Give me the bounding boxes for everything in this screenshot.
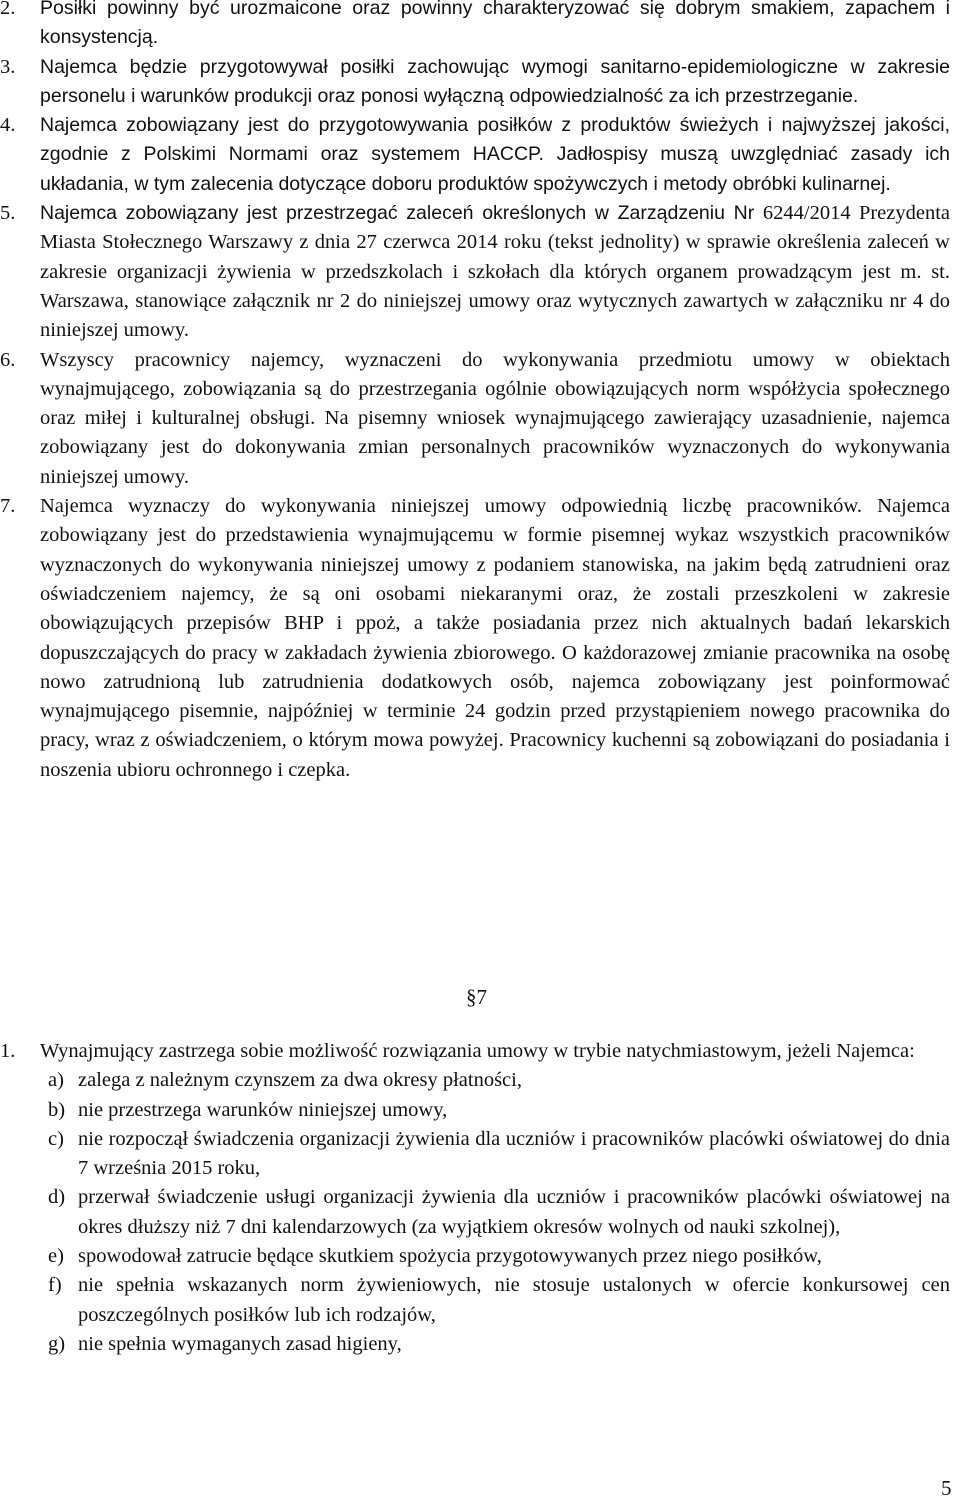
list-item <box>0 1037 954 1066</box>
item-text: Najemca zobowiązany jest do przygotowywania posiłków z produktów świeżych i najwyższej jakości, zgodnie z Polskimi Normami oraz systemem HACCP. Jadłospisy muszą uwzględniać zasady ich układania, w tym zalecenia dotyczące doboru produktów spożywczych i metody obróbki kulinarnej. <box>40 114 950 195</box>
sub-item-letter: c) <box>48 1127 64 1150</box>
sub-list <box>0 1066 954 1359</box>
sub-item-text: spowodował zatrucie będące skutkiem spożycia przygotowywanych przez niego posiłków, <box>78 1245 822 1268</box>
list-item <box>0 492 954 785</box>
sub-list-item <box>0 1242 954 1271</box>
sub-item-letter: g) <box>48 1332 66 1355</box>
item-text: Najemca zobowiązany jest przestrzegać zaleceń określonych w Zarządzeniu Nr <box>40 202 763 225</box>
sub-item-text: nie rozpoczął świadczenia organizacji żywienia dla uczniów i pracowników placówki oświatowej do dnia 7 września 2015 roku, <box>78 1127 950 1180</box>
sub-item-text: zalega z należnym czynszem za dwa okresy płatności, <box>78 1069 522 1092</box>
item-number: 4. <box>0 114 16 137</box>
sub-item-letter: e) <box>48 1245 64 1268</box>
item-text: Wynajmujący zastrzega sobie możliwość rozwiązania umowy w trybie natychmiastowym, jeżeli Najemca: <box>40 1040 915 1062</box>
list-item <box>0 346 954 492</box>
sub-item-letter: d) <box>48 1186 66 1209</box>
sub-list-item <box>0 1271 954 1330</box>
item-number: 7. <box>0 495 16 518</box>
sub-list-item <box>0 1183 954 1242</box>
list-item <box>0 53 954 112</box>
item-text: Wszyscy pracownicy najemcy, wyznaczeni do wykonywania przedmiotu umowy w obiektach wynajmującego, zobowiązania są do przestrzegania ogólnie obowiązujących norm współżycia społecznego oraz miłej i kulturalnej obsługi. Na pisemny wniosek wynajmującego zawierający uzasadnienie, najemca zobowiązany jest do dokonywania zmian personalnych pracowników wyznaczonych do wykonywania niniejszej umowy. <box>40 348 950 488</box>
page-number: 5 <box>941 1476 952 1500</box>
sub-item-letter: b) <box>48 1098 66 1121</box>
numbered-list <box>0 1037 954 1359</box>
sub-item-letter: a) <box>48 1069 64 1092</box>
sub-list-item <box>0 1125 954 1184</box>
item-number: 5. <box>0 202 16 225</box>
sub-item-text: nie spełnia wskazanych norm żywieniowych, nie stosuje ustalonych w ofercie konkursowej cen poszczególnych posiłków lub ich rodzajów, <box>78 1274 950 1326</box>
sub-item-letter: f) <box>48 1274 62 1297</box>
item-number: 2. <box>0 0 16 19</box>
item-number: 6. <box>0 348 16 371</box>
sub-item-text: przerwał świadczenie usługi organizacji żywienia dla uczniów i pracowników placówki oświatowej na okres dłuższy niż 7 dni kalendarzowych (za wyjątkiem okresów wolnych od nauki szkolnej), <box>78 1186 950 1238</box>
item-text: Najemca wyznaczy do wykonywania niniejszej umowy odpowiednią liczbę pracowników. Najemca zobowiązany jest do przedstawienia wynajmującemu w formie pisemnej wykaz wszystkich pracowników wyznaczonych do wykonywania niniejszej umowy z podaniem stanowiska, na jakim będą zatrudnieni oraz oświadczeniem najemcy, że są oni osobami niekaranymi oraz, że zostali przeszkoleni w zakresie obowiązujących przepisów BHP i ppoż, a także posiadania przez nich aktualnych badań lekarskich dopuszczających do pracy w zakładach żywienia zbiorowego. O każdorazowej zmianie pracownika na osobę nowo zatrudnioną lub zatrudnienia dodatkowych osób, najemca zobowiązany jest poinformować wynajmującego pisemnie, najpóźniej w terminie 24 godzin przed przystąpieniem nowego pracownika do pracy, wraz z oświadczeniem, o którym mowa powyżej. Pracownicy kuchenni są zobowiązani do posiadania i noszenia ubioru ochronnego i czepka. <box>40 495 950 781</box>
sub-item-text: nie spełnia wymaganych zasad higieny, <box>78 1332 402 1355</box>
sub-list-item <box>0 1330 954 1359</box>
list-item <box>0 0 954 53</box>
sub-item-text: nie przestrzega warunków niniejszej umowy, <box>78 1098 448 1121</box>
item-number: 3. <box>0 55 16 78</box>
item-text: Najemca będzie przygotowywał posiłki zachowując wymogi sanitarno-epidemiologiczne w zakresie personelu i warunków produkcji oraz ponosi wyłączną odpowiedzialność za ich przestrzeganie. <box>40 55 950 107</box>
sub-list-item <box>0 1066 954 1095</box>
item-text: Posiłki powinny być urozmaicone oraz powinny charakteryzować się dobrym smakiem, zapachem i konsystencją. <box>40 0 950 49</box>
item-number: 1. <box>0 1040 16 1062</box>
sub-list-item <box>0 1096 954 1125</box>
list-item <box>0 111 954 199</box>
list-item <box>0 199 954 345</box>
item-text: 6244/2014 Prezydenta Miasta Stołecznego Warszawy z dnia 27 czerwca 2014 roku (tekst jednolity) w sprawie określenia zaleceń w zakresie organizacji żywienia w przedszkolach i szkołach dla których organem prowadzącym jest m. st. Warszawa, stanowiące załącznik nr 2 do niniejszej umowy oraz wytycznych zawartych w załączniku nr 4 do niniejszej umowy. <box>40 202 951 342</box>
section-heading: §7 <box>466 985 487 1009</box>
